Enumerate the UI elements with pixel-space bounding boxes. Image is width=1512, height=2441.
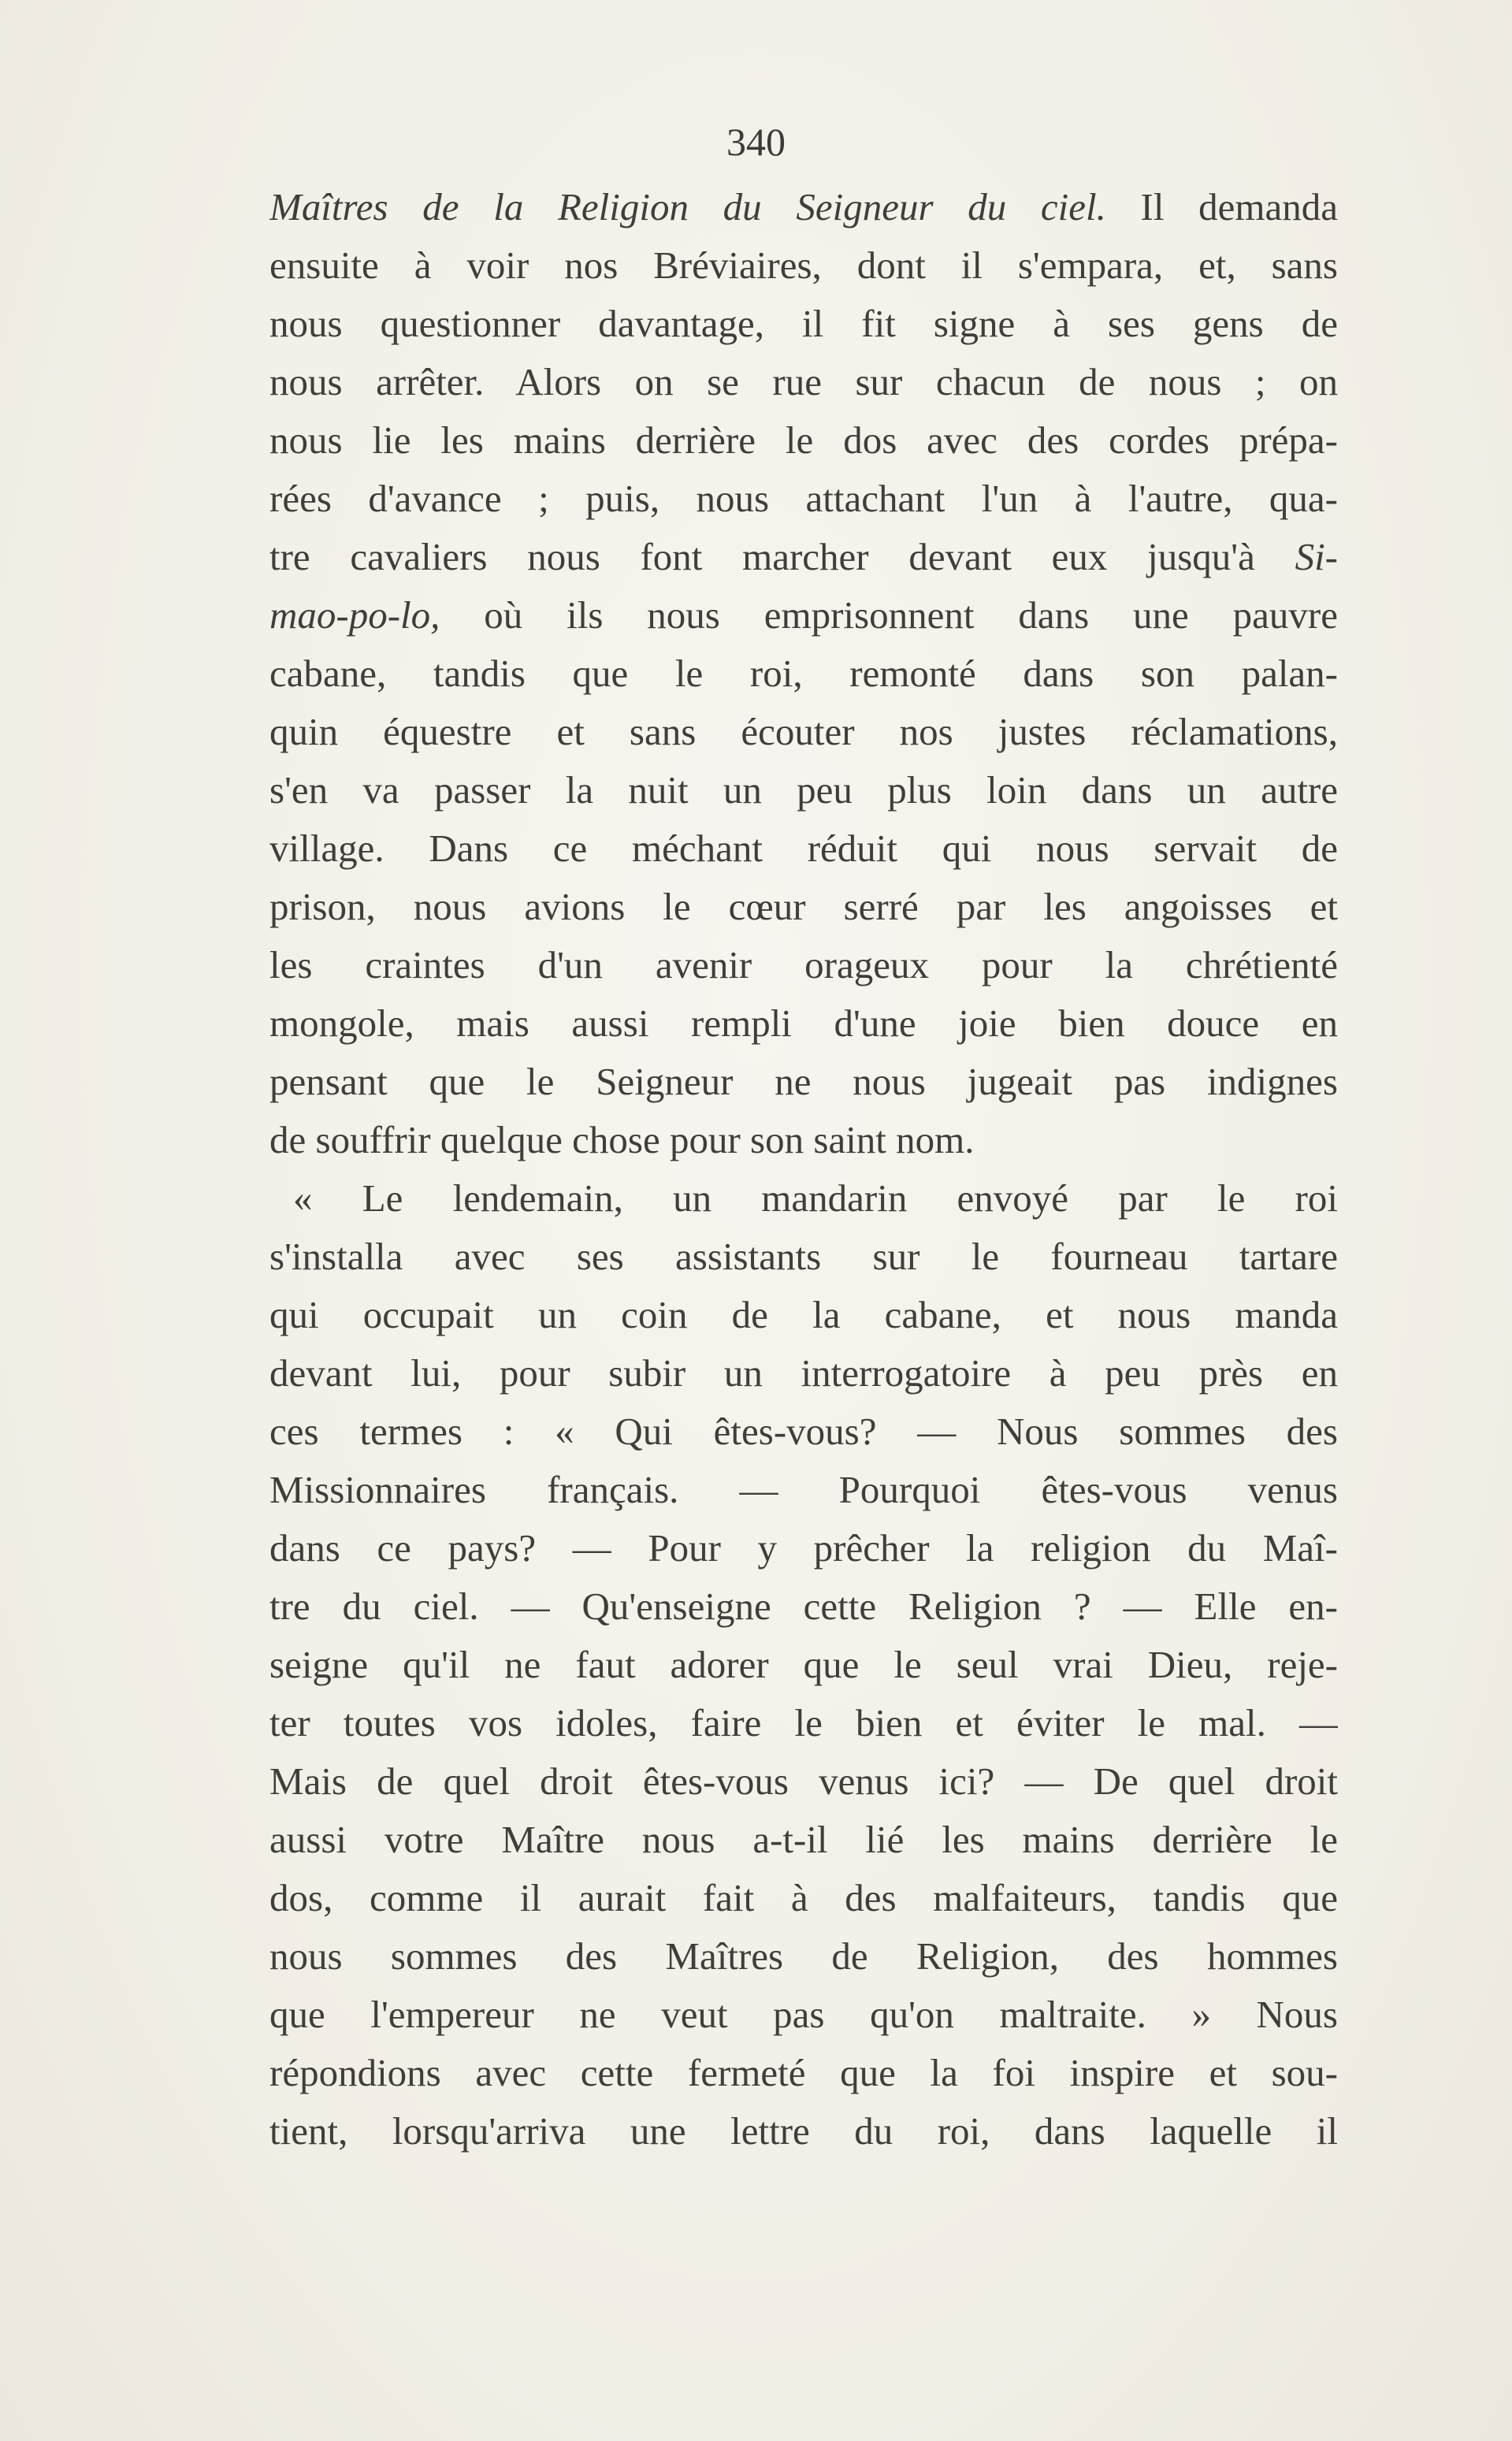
text-segment: pensant que le Seigneur ne nous jugeait pas indignes bbox=[269, 1060, 1338, 1103]
text-line bbox=[269, 1986, 1338, 2044]
text-line bbox=[269, 411, 1338, 470]
text-line bbox=[269, 1577, 1338, 1636]
text-segment: dos, comme il aurait fait à des malfaiteurs, tandis que bbox=[269, 1876, 1338, 1919]
text-line bbox=[269, 353, 1338, 411]
text-line bbox=[269, 703, 1338, 761]
text-segment: rées d'avance ; puis, nous attachant l'un à l'autre, qua- bbox=[269, 477, 1338, 520]
text-segment: tre du ciel. — Qu'enseigne cette Religion ? — Elle en- bbox=[269, 1585, 1338, 1628]
text-segment: quin équestre et sans écouter nos justes réclamations, bbox=[269, 710, 1338, 753]
text-line bbox=[269, 1053, 1338, 1111]
text-segment: Il demanda bbox=[1105, 185, 1338, 228]
text-segment: qui occupait un coin de la cabane, et nous manda bbox=[269, 1293, 1338, 1336]
text-segment: mongole, mais aussi rempli d'une joie bien douce en bbox=[269, 1001, 1338, 1045]
text-line bbox=[269, 236, 1338, 295]
text-line bbox=[269, 1461, 1338, 1519]
text-line bbox=[269, 1636, 1338, 1694]
text-segment: les craintes d'un avenir orageux pour la chrétienté bbox=[269, 943, 1338, 986]
text-line bbox=[269, 936, 1338, 994]
text-line bbox=[269, 819, 1338, 878]
text-segment: répondions avec cette fermeté que la foi inspire et sou- bbox=[269, 2051, 1338, 2094]
text-segment: dans ce pays? — Pour y prêcher la religion du Maî- bbox=[269, 1526, 1338, 1570]
text-segment: nous sommes des Maîtres de Religion, des hommes bbox=[269, 1934, 1338, 1978]
text-line bbox=[269, 761, 1338, 819]
text-line bbox=[269, 645, 1338, 703]
page-number: 340 bbox=[726, 120, 786, 164]
text-segment: que l'empereur ne veut pas qu'on maltraite. » Nous bbox=[269, 1993, 1338, 2036]
text-segment: aussi votre Maître nous a-t-il lié les mains derrière le bbox=[269, 1818, 1338, 1861]
text-segment: village. Dans ce méchant réduit qui nous servait de bbox=[269, 827, 1338, 870]
text-segment: Missionnaires français. — Pourquoi êtes-vous venus bbox=[269, 1468, 1338, 1511]
italic-segment: mao-po-lo, bbox=[269, 593, 440, 637]
text-line bbox=[269, 1286, 1338, 1344]
text-segment: seigne qu'il ne faut adorer que le seul vrai Dieu, reje- bbox=[269, 1643, 1338, 1686]
text-segment: ensuite à voir nos Bréviaires, dont il s'empara, et, sans bbox=[269, 243, 1338, 287]
text-line bbox=[269, 1752, 1338, 1811]
italic-segment: Si- bbox=[1295, 535, 1338, 578]
text-line bbox=[269, 1228, 1338, 1286]
text-line bbox=[269, 1927, 1338, 1986]
text-line bbox=[269, 994, 1338, 1053]
text-line bbox=[269, 1869, 1338, 1927]
text-segment: Mais de quel droit êtes-vous venus ici? — De quel droit bbox=[269, 1759, 1338, 1803]
text-line bbox=[269, 1694, 1338, 1752]
text-segment: tre cavaliers nous font marcher devant eux jusqu'à bbox=[269, 535, 1295, 578]
text-line bbox=[269, 1403, 1338, 1461]
text-segment: où ils nous emprisonnent dans une pauvre bbox=[440, 593, 1338, 637]
text-segment: de souffrir quelque chose pour son saint nom. bbox=[269, 1118, 975, 1161]
text-segment: nous lie les mains derrière le dos avec des cordes prépa- bbox=[269, 418, 1338, 462]
text-line bbox=[269, 528, 1338, 586]
text-segment: « Le lendemain, un mandarin envoyé par le roi bbox=[293, 1176, 1338, 1220]
text-line bbox=[269, 1811, 1338, 1869]
text-line bbox=[269, 586, 1338, 645]
text-segment: tient, lorsqu'arriva une lettre du roi, dans laquelle il bbox=[269, 2109, 1338, 2153]
text-line bbox=[269, 2102, 1338, 2160]
text-line bbox=[269, 1169, 1338, 1228]
text-line bbox=[269, 178, 1338, 236]
text-segment: prison, nous avions le cœur serré par les angoisses et bbox=[269, 885, 1338, 928]
body-text bbox=[269, 178, 1338, 2160]
text-segment: s'en va passer la nuit un peu plus loin dans un autre bbox=[269, 768, 1338, 812]
italic-segment: Maîtres de la Religion du Seigneur du ciel. bbox=[269, 185, 1106, 228]
text-segment: cabane, tandis que le roi, remonté dans son palan- bbox=[269, 652, 1338, 695]
text-segment: devant lui, pour subir un interrogatoire à peu près en bbox=[269, 1351, 1338, 1395]
text-line bbox=[269, 1111, 1338, 1169]
text-line bbox=[269, 295, 1338, 353]
text-segment: ter toutes vos idoles, faire le bien et éviter le mal. — bbox=[269, 1701, 1338, 1744]
text-segment: s'installa avec ses assistants sur le fourneau tartare bbox=[269, 1235, 1338, 1278]
text-line bbox=[269, 878, 1338, 936]
text-line bbox=[269, 470, 1338, 528]
text-segment: nous questionner davantage, il fit signe à ses gens de bbox=[269, 302, 1338, 345]
text-line bbox=[269, 1344, 1338, 1403]
text-segment: ces termes : « Qui êtes-vous? — Nous sommes des bbox=[269, 1410, 1338, 1453]
text-segment: nous arrêter. Alors on se rue sur chacun de nous ; on bbox=[269, 360, 1338, 403]
text-line bbox=[269, 2044, 1338, 2102]
text-line bbox=[269, 1519, 1338, 1577]
